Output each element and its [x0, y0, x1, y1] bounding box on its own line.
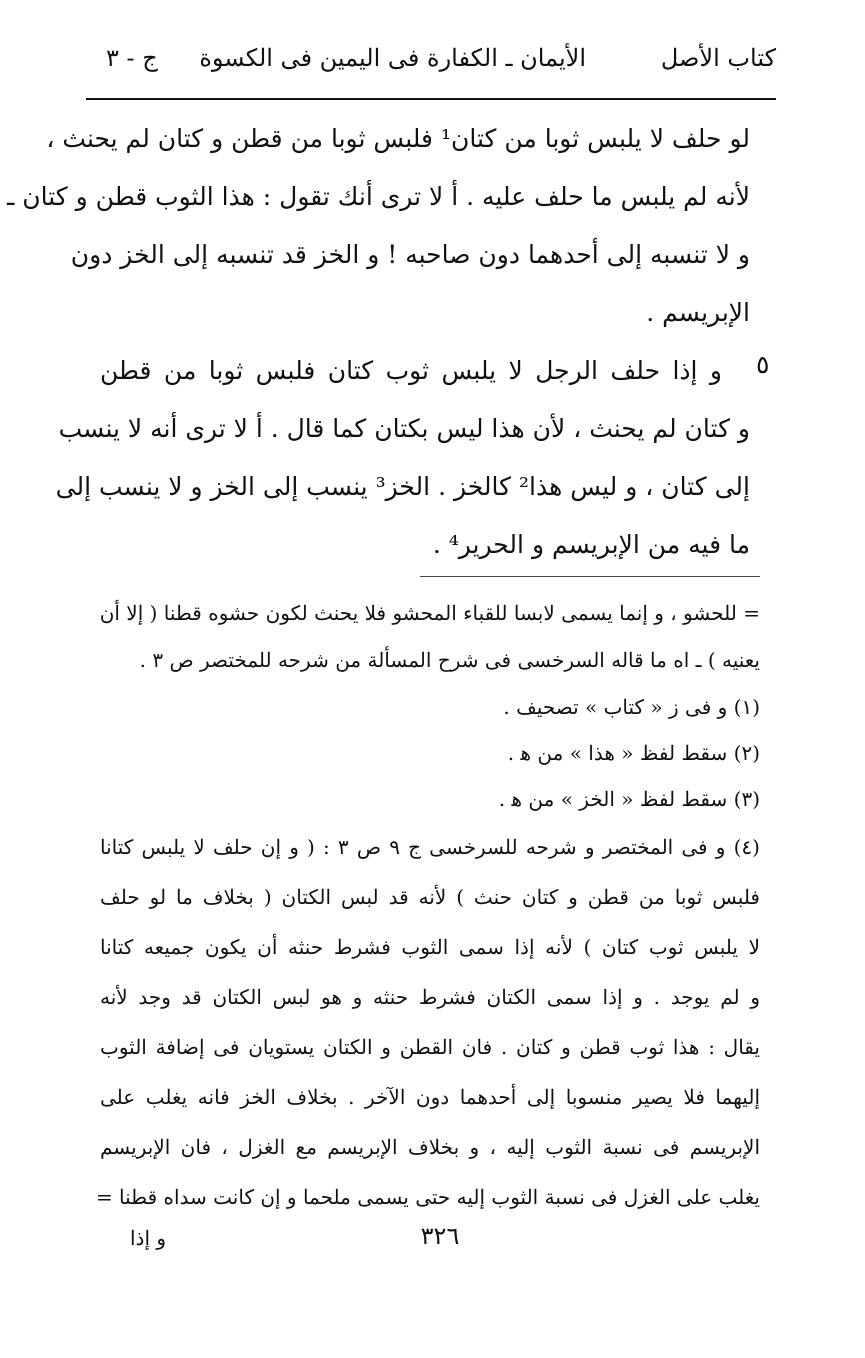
running-header	[86, 38, 776, 92]
footnote-line: يعنيه ) ـ اه ما قاله السرخسى فى شرح المسألة من شرحه للمختصر ص ٣ .	[139, 648, 760, 672]
footnote-rule	[420, 576, 760, 577]
footnote-line: و لم يوجد . و إذا سمى الكتان فشرط حنثه و هو لبس الكتان قد وجد لأنه	[100, 985, 760, 1009]
body-line: الإبريسم .	[646, 298, 750, 327]
footnote-line: لا يلبس ثوب كتان ) لأنه إذا سمى الثوب فشرط حنثه أن يكون جميعه كتانا	[100, 935, 760, 959]
footnotes	[95, 590, 760, 1222]
footnote-line: فلبس ثوبا من قطن و كتان حنث ) لأنه قد لبس الكتان ( بخلاف ما لو حلف	[100, 885, 760, 909]
header-volume: ج - ٣	[106, 44, 158, 72]
footnote-line: (٣) سقط لفظ « الخز » من ﻫ .	[498, 787, 760, 811]
header-book-title: كتاب الأصل	[660, 44, 776, 72]
footnote-line: يقال : هذا ثوب قطن و كتان . فان القطن و الكتان يستويان فى إضافة الثوب	[100, 1035, 760, 1059]
body-line: لأنه لم يلبس ما حلف عليه . أ لا ترى أنك تقول : هذا الثوب قطن و كتان ـ	[7, 182, 750, 211]
header-chapter-title: الأيمان ـ الكفارة فى اليمين فى الكسوة	[199, 44, 586, 72]
body-line: إلى كتان ، و ليس هذا² كالخز . الخز³ ينسب إلى الخز و لا ينسب إلى	[55, 472, 750, 501]
catchword: و إذا	[130, 1226, 167, 1250]
header-rule	[86, 98, 776, 100]
footnote-line: = للحشو ، و إنما يسمى لابسا للقباء المحشو فلا يحنث لكون حشوه قطنا ( إلا أن	[99, 601, 760, 625]
paragraph-number: ٥	[756, 350, 770, 379]
body-line: و إذا حلف الرجل لا يلبس ثوب كتان فلبس ثوبا من قطن	[100, 356, 722, 385]
body-line: و كتان لم يحنث ، لأن هذا ليس بكتان كما قال . أ لا ترى أنه لا ينسب	[58, 414, 750, 443]
footnote-line: (٤) و فى المختصر و شرحه للسرخسى ج ٩ ص ٣ : ( و إن حلف لا يلبس كتانا	[100, 835, 760, 859]
footnote-line: إليهما فلا يصير منسوبا إلى أحدهما دون الآخر . بخلاف الخز فانه يغلب على	[100, 1085, 760, 1109]
footnote-line: (٢) سقط لفظ « هذا » من ﻫ .	[507, 741, 760, 765]
body-line: و لا تنسبه إلى أحدهما دون صاحبه ! و الخز قد تنسبه إلى الخز دون	[70, 240, 750, 269]
footnote-line: يغلب على الغزل فى نسبة الثوب إليه حتى يسمى ملحما و إن كانت سداه قطنا =	[95, 1185, 760, 1209]
body-line: ما فيه من الإبريسم و الحرير⁴ .	[432, 530, 750, 559]
footnote-line: (١) و فى ز « كتاب » تصحيف .	[503, 695, 760, 719]
main-text	[7, 110, 750, 574]
page-number: ٣٢٦	[420, 1222, 460, 1250]
footnote-line: الإبريسم فى نسبة الثوب إليه ، و بخلاف الإبريسم مع الغزل ، فان الإبريسم	[100, 1135, 760, 1159]
body-line: لو حلف لا يلبس ثوبا من كتان¹ فلبس ثوبا من قطن و كتان لم يحنث ،	[46, 124, 750, 153]
